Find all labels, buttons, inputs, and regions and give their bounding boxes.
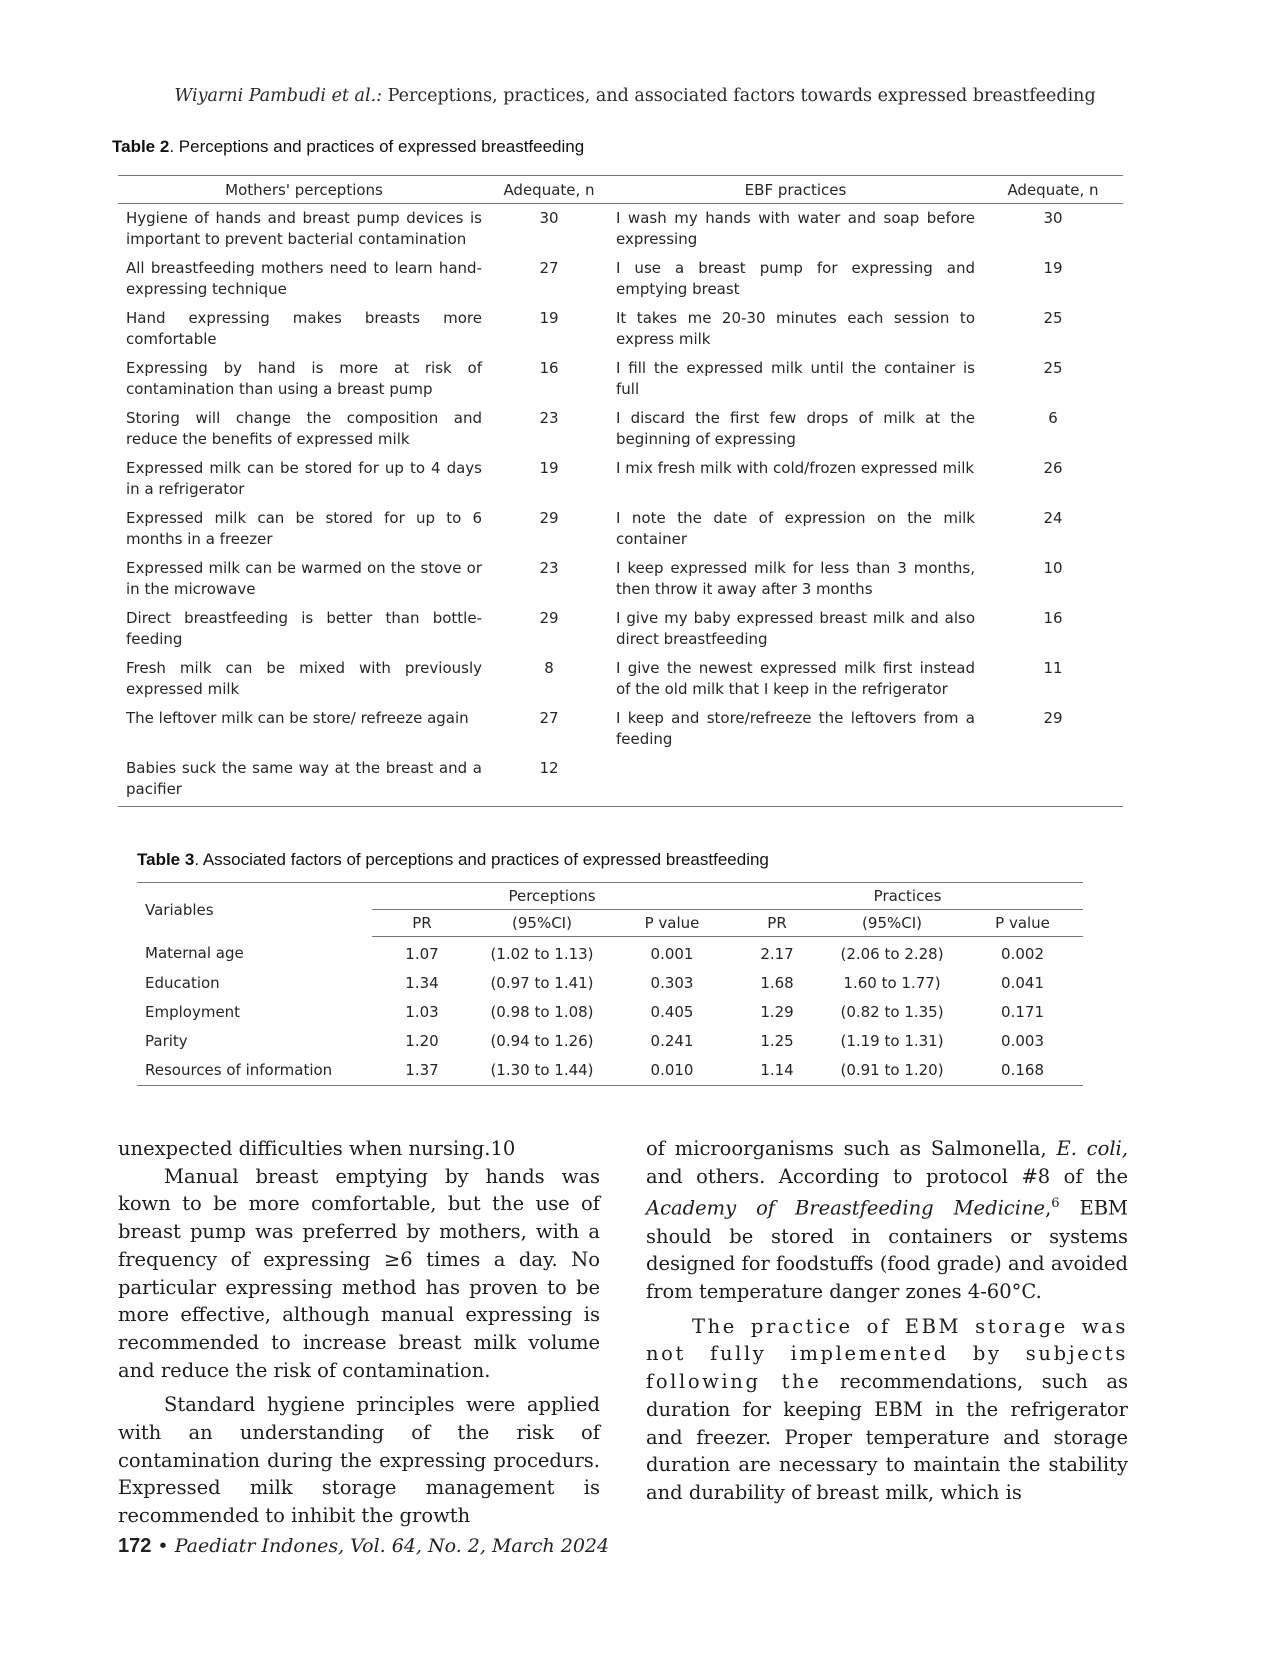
table2-perception-n: 12 xyxy=(490,758,608,807)
footer-bullet: • xyxy=(157,1535,169,1557)
table3-cell: (1.02 to 1.13) xyxy=(490,944,594,963)
table3-cell: 1.29 xyxy=(760,1002,794,1021)
table3-cell: (0.97 to 1.41) xyxy=(490,973,594,992)
table2-practice-n xyxy=(983,758,1123,807)
table2-caption xyxy=(112,137,584,157)
table2-caption-text: . Perceptions and practices of expressed breastfeeding xyxy=(169,137,585,156)
table3-variable: Employment xyxy=(145,1002,241,1021)
table-row xyxy=(118,708,1123,758)
running-head-authors: Wiyarni Pambudi et al.: xyxy=(174,86,383,106)
table2-perception: All breastfeeding mothers need to learn hand-expressing technique xyxy=(126,259,482,298)
table2-practice: I wash my hands with water and soap before expressing xyxy=(616,209,975,248)
body-column-right xyxy=(646,1135,1128,1507)
table2-perception: Fresh milk can be mixed with previously expressed milk xyxy=(126,659,482,698)
table3-cell: 1.68 xyxy=(760,973,794,992)
table2-perception-n: 23 xyxy=(539,409,559,427)
table3-header-pr: PR xyxy=(372,910,472,937)
table2-practice-n: 10 xyxy=(1043,559,1063,577)
table-row xyxy=(118,658,1123,708)
table3-cell: 2.17 xyxy=(760,944,794,963)
table2-practice: It takes me 20-30 minutes each session to express milk xyxy=(616,309,975,348)
body-text: and others. According to protocol #8 of the xyxy=(646,1164,1128,1188)
body-text: of microorganisms such as Salmonella, xyxy=(646,1137,1057,1160)
body-column-left xyxy=(118,1135,600,1530)
table2-practice: I fill the expressed milk until the container is full xyxy=(616,359,975,398)
table2-perception: Expressed milk can be warmed on the stove or in the microwave xyxy=(126,559,482,598)
table3-cell: 0.003 xyxy=(1001,1031,1044,1050)
reference-superscript: 6 xyxy=(1051,1196,1060,1212)
table2-perception-n: 27 xyxy=(539,709,559,727)
table2-perception: Expressed milk can be stored for up to 6 months in a freezer xyxy=(126,509,482,548)
table3-cell: (0.94 to 1.26) xyxy=(490,1031,594,1050)
table3-header-pvalue: P value xyxy=(612,910,732,937)
table2-perception-n: 23 xyxy=(539,559,559,577)
table3-cell: 0.303 xyxy=(650,973,694,992)
table2-practice: I keep expressed milk for less than 3 months, then throw it away after 3 months xyxy=(616,559,975,598)
table3-cell: 1.37 xyxy=(372,1055,472,1086)
table-row xyxy=(137,937,1083,969)
table3-header-ci: (95%CI) xyxy=(472,910,612,937)
table3-cell: (0.82 to 1.35) xyxy=(840,1002,944,1021)
table3-cell: 1.03 xyxy=(405,1002,439,1021)
table2-practice: I use a breast pump for expressing and emptying breast xyxy=(616,259,975,298)
table3-caption xyxy=(137,850,769,870)
table-row xyxy=(137,968,1083,997)
table2-perception: Direct breastfeeding is better than bottle-feeding xyxy=(126,609,482,648)
body-text: EBM should be stored in containers or systems designed for foodstuffs (food grade) and avoided from temperature danger zones 4-60°C. xyxy=(646,1196,1128,1304)
table2-practice-n: 25 xyxy=(1043,309,1063,327)
page-number: 172 xyxy=(118,1535,152,1557)
table2-practice-n: 16 xyxy=(1043,609,1063,627)
table2-practice: I keep and store/refreeze the leftovers from a feeding xyxy=(616,709,975,748)
table2-perception-n: 8 xyxy=(544,659,554,677)
body-paragraph xyxy=(646,1135,1128,1306)
table2-perception: Storing will change the composition and reduce the benefits of expressed milk xyxy=(126,409,482,448)
table-row xyxy=(137,1026,1083,1055)
table3-variable: Parity xyxy=(145,1031,188,1050)
body-paragraph: Standard hygiene principles were applied with an understanding of the risk of contamination during the expressing procedurs. Expressed milk storage management is recommended to inhibit the growth xyxy=(118,1393,600,1528)
table2-practice-n: 29 xyxy=(1043,709,1063,727)
table2-perception-n: 16 xyxy=(539,359,559,377)
table2-practice: I discard the first few drops of milk at the beginning of expressing xyxy=(616,409,975,448)
table2-perception-n: 29 xyxy=(539,509,559,527)
body-paragraph: unexpected difficulties when nursing.10 xyxy=(118,1137,516,1160)
table2-practice-n: 26 xyxy=(1043,459,1063,477)
table2-perception: Hand expressing makes breasts more comfortable xyxy=(126,309,482,348)
table2-header-perceptions: Mothers' perceptions xyxy=(118,176,490,204)
table2-header-practices: EBF practices xyxy=(608,176,983,204)
table2-header-adequate: Adequate, n xyxy=(490,176,608,204)
table2-practice-n: 24 xyxy=(1043,509,1063,527)
table3-cell: 0.001 xyxy=(650,944,694,963)
table2 xyxy=(118,175,1123,807)
body-paragraph: Manual breast emptying by hands was kown to be more comfortable, but the use of breast pump was preferred by mothers, with a frequency of expressing ≥6 times a day. No particular expressing method has proven to be more effective, although manual expressing is recommended to increase breast milk volume and reduce the risk of contamination. xyxy=(118,1164,600,1382)
table3-cell: 0.405 xyxy=(650,1002,694,1021)
table3-variable: Education xyxy=(145,973,220,992)
table3-cell: 1.60 to 1.77) xyxy=(843,973,941,992)
table2-perception: The leftover milk can be store/ refreeze again xyxy=(126,709,469,727)
table2-practice-n: 19 xyxy=(1043,259,1063,277)
table3-header-ci: (95%CI) xyxy=(822,910,962,937)
table3-group-perceptions: Perceptions xyxy=(372,883,732,910)
table-row xyxy=(137,1055,1083,1086)
table-row xyxy=(118,758,1123,807)
table3-cell: 0.171 xyxy=(1001,1002,1044,1021)
table2-perception-n: 19 xyxy=(539,459,559,477)
table2-practice: I give my baby expressed breast milk and also direct breastfeeding xyxy=(616,609,975,648)
journal-citation: Paediatr Indones, Vol. 64, No. 2, March 2024 xyxy=(174,1535,610,1557)
table3-variable: Resources of information xyxy=(137,1055,372,1086)
table2-perception-n: 19 xyxy=(539,309,559,327)
table3 xyxy=(137,882,1083,1086)
table2-practice-n: 25 xyxy=(1043,359,1063,377)
table3-cell: 1.07 xyxy=(405,944,439,963)
table-row xyxy=(118,608,1123,658)
table2-label: Table 2 xyxy=(112,137,170,156)
table3-cell: 1.20 xyxy=(405,1031,439,1050)
table2-practice: I mix fresh milk with cold/frozen expressed milk xyxy=(616,459,975,477)
table-row xyxy=(118,508,1123,558)
table2-header-adequate: Adequate, n xyxy=(983,176,1123,204)
body-text: The practice of EBM storage was not fully implemented by subjects following the xyxy=(646,1314,1128,1394)
table2-practice-n: 11 xyxy=(1043,659,1063,677)
table3-cell: (1.19 to 1.31) xyxy=(840,1031,944,1050)
table-row xyxy=(118,308,1123,358)
table2-practice: I note the date of expression on the milk container xyxy=(616,509,975,548)
table3-cell: 0.241 xyxy=(650,1031,694,1050)
table-row xyxy=(118,558,1123,608)
running-head xyxy=(0,86,1270,106)
table-row xyxy=(118,258,1123,308)
table2-perception-n: 30 xyxy=(539,209,559,227)
body-text-italic: Academy of Breastfeeding Medicine xyxy=(646,1196,1046,1220)
table2-practice xyxy=(608,758,983,807)
table3-cell: (2.06 to 2.28) xyxy=(840,944,944,963)
body-paragraph xyxy=(646,1313,1128,1507)
table2-practice: I give the newest expressed milk first instead of the old milk that I keep in the refrigerator xyxy=(616,659,975,698)
body-text-italic: E. coli, xyxy=(1056,1137,1128,1160)
table3-cell: 0.002 xyxy=(1001,944,1044,963)
table-row xyxy=(118,458,1123,508)
table2-perception-n: 29 xyxy=(539,609,559,627)
table3-caption-text: . Associated factors of perceptions and practices of expressed breastfeeding xyxy=(194,850,769,869)
table2-perception-n: 27 xyxy=(539,259,559,277)
running-head-title: Perceptions, practices, and associated factors towards expressed breastfeeding xyxy=(387,86,1096,106)
table-row xyxy=(118,408,1123,458)
table3-cell: (0.98 to 1.08) xyxy=(490,1002,594,1021)
table3-cell: 0.041 xyxy=(1001,973,1044,992)
body-text: , xyxy=(1045,1196,1052,1220)
table3-cell: 0.010 xyxy=(612,1055,732,1086)
table2-practice-n: 30 xyxy=(1043,209,1063,227)
table2-perception: Expressed milk can be stored for up to 4 days in a refrigerator xyxy=(126,459,482,498)
table3-label: Table 3 xyxy=(137,850,195,869)
table3-variable: Maternal age xyxy=(145,944,244,963)
table3-header-pvalue: P value xyxy=(962,910,1083,937)
body-text: recommendations, such as duration for keeping EBM in the refrigerator and freezer. Proper temperature and storage duration are necessary to maintain the stability and durability of breast milk, which is xyxy=(646,1370,1128,1504)
table3-cell: 1.34 xyxy=(405,973,439,992)
table2-perception: Hygiene of hands and breast pump devices is important to prevent bacterial contamination xyxy=(126,209,482,248)
table3-header-variables: Variables xyxy=(137,883,372,937)
table2-practice-n: 6 xyxy=(1048,409,1058,427)
table3-cell: (0.91 to 1.20) xyxy=(822,1055,962,1086)
table3-cell: 1.14 xyxy=(732,1055,822,1086)
table3-cell: 1.25 xyxy=(760,1031,794,1050)
page-footer xyxy=(118,1535,609,1558)
table2-perception: Babies suck the same way at the breast and a pacifier xyxy=(118,758,490,807)
table-row xyxy=(118,358,1123,408)
table3-cell: (1.30 to 1.44) xyxy=(472,1055,612,1086)
table3-header-pr: PR xyxy=(732,910,822,937)
table-row xyxy=(137,997,1083,1026)
table3-group-practices: Practices xyxy=(732,883,1083,910)
table2-perception: Expressing by hand is more at risk of contamination than using a breast pump xyxy=(126,359,482,398)
table-row xyxy=(118,204,1123,259)
table3-cell: 0.168 xyxy=(962,1055,1083,1086)
